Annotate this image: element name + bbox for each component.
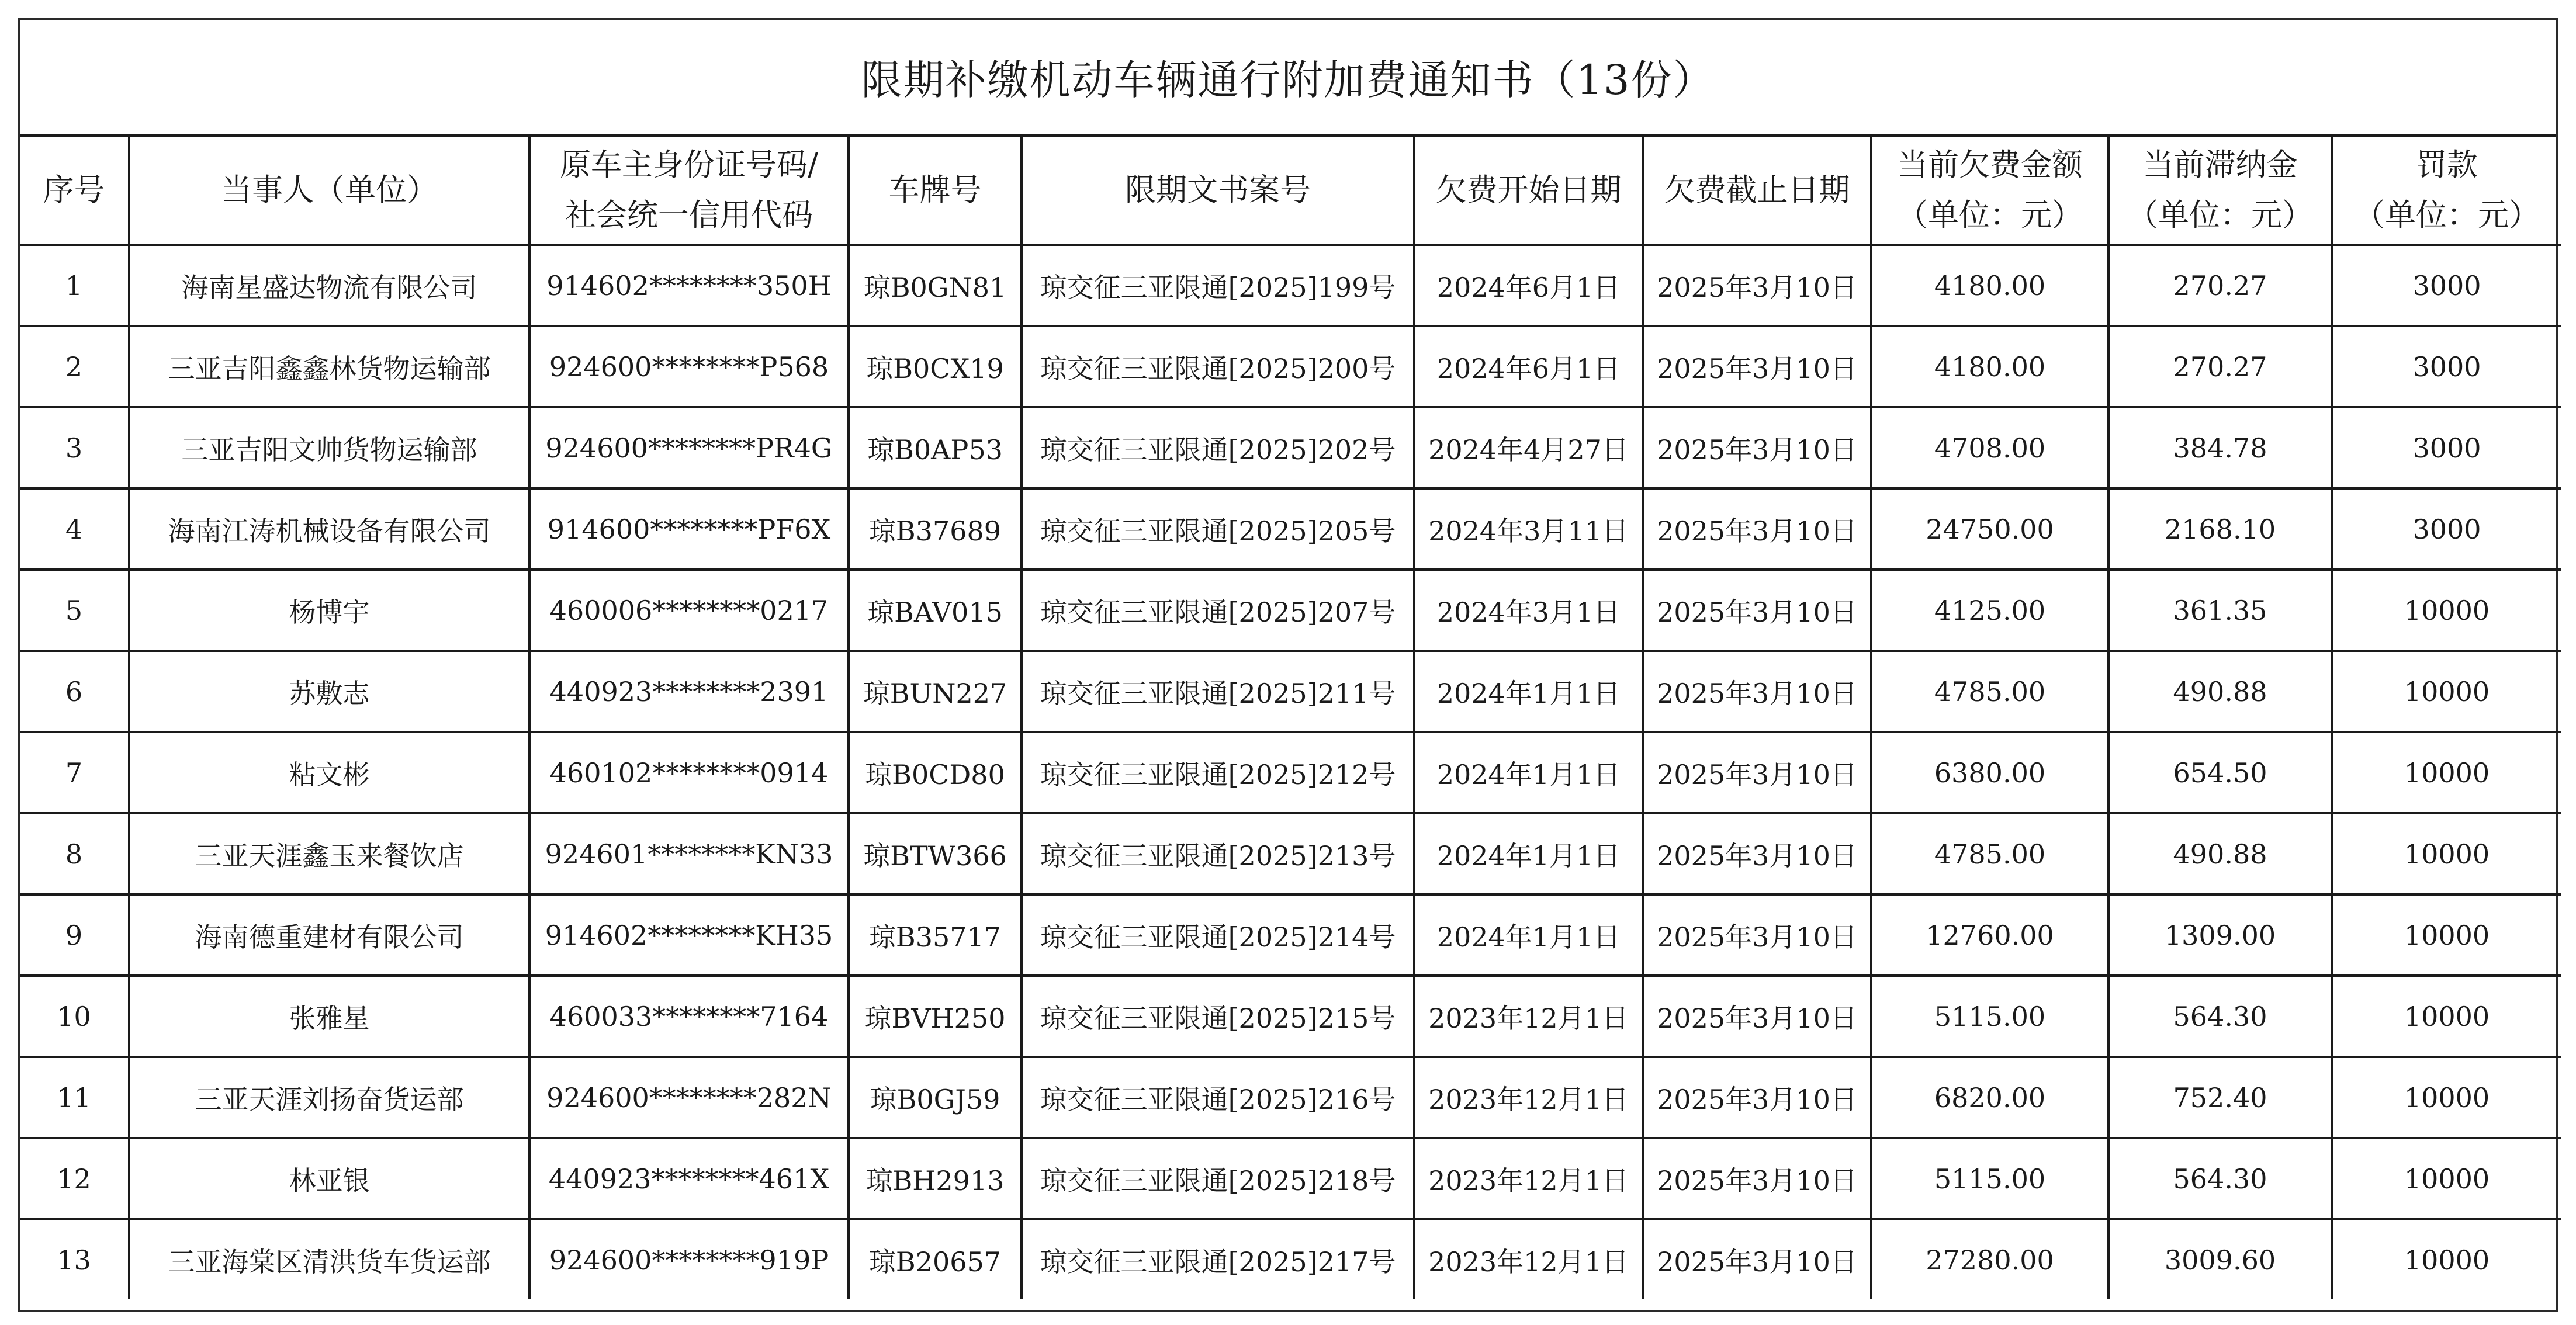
cell-late: 490.88 [2108,813,2332,894]
table-row [20,651,2561,732]
cell-party: 三亚天涯鑫玉来餐饮店 [129,813,529,894]
cell-seq: 13 [20,1219,129,1299]
column-header-start-line: 欠费开始日期 [1435,172,1622,208]
cell-fine: 10000 [2332,894,2561,976]
cell-seq: 8 [20,813,129,894]
cell-start: 2024年3月11日 [1414,488,1643,570]
cell-id: 914602********350H [529,245,849,326]
column-header-id-line: 社会统一信用代码 [565,197,813,233]
cell-end: 2025年3月10日 [1643,245,1871,326]
cell-owed: 4785.00 [1871,813,2108,894]
document-title: 限期补缴机动车辆通行附加费通知书（13份） [861,56,1715,104]
cell-end: 2025年3月10日 [1643,570,1871,651]
cell-case: 琼交征三亚限通[2025]202号 [1022,407,1414,488]
cell-start: 2024年3月1日 [1414,570,1643,651]
column-header-late-line: 当前滞纳金 [2142,147,2298,183]
column-header-plate-line: 车牌号 [888,172,982,208]
cell-end: 2025年3月10日 [1643,651,1871,732]
cell-case: 琼交征三亚限通[2025]218号 [1022,1138,1414,1219]
cell-owed: 4708.00 [1871,407,2108,488]
table-row [20,976,2561,1057]
table-row [20,488,2561,570]
cell-plate: 琼BAV015 [849,570,1022,651]
cell-end: 2025年3月10日 [1643,488,1871,570]
cell-party: 苏敷志 [129,651,529,732]
cell-late: 1309.00 [2108,894,2332,976]
cell-start: 2023年12月1日 [1414,1219,1643,1299]
cell-start: 2024年6月1日 [1414,245,1643,326]
cell-start: 2024年6月1日 [1414,326,1643,407]
cell-late: 654.50 [2108,732,2332,813]
table-body [20,245,2561,1299]
cell-seq: 10 [20,976,129,1057]
cell-case: 琼交征三亚限通[2025]205号 [1022,488,1414,570]
cell-owed: 4180.00 [1871,326,2108,407]
table-row [20,1219,2561,1299]
cell-plate: 琼B0AP53 [849,407,1022,488]
cell-plate: 琼B37689 [849,488,1022,570]
cell-case: 琼交征三亚限通[2025]212号 [1022,732,1414,813]
cell-id: 914600********PF6X [529,488,849,570]
cell-owed: 5115.00 [1871,1138,2108,1219]
cell-party: 三亚吉阳鑫鑫林货物运输部 [129,326,529,407]
column-header-party [129,137,529,245]
cell-id: 924600********PR4G [529,407,849,488]
cell-plate: 琼B0CX19 [849,326,1022,407]
cell-end: 2025年3月10日 [1643,732,1871,813]
column-header-start [1414,137,1643,245]
cell-late: 2168.10 [2108,488,2332,570]
cell-end: 2025年3月10日 [1643,1057,1871,1138]
cell-end: 2025年3月10日 [1643,813,1871,894]
cell-late: 490.88 [2108,651,2332,732]
cell-fine: 10000 [2332,570,2561,651]
cell-end: 2025年3月10日 [1643,1138,1871,1219]
cell-party: 海南德重建材有限公司 [129,894,529,976]
cell-party: 海南江涛机械设备有限公司 [129,488,529,570]
cell-seq: 5 [20,570,129,651]
title-bar [20,20,2556,137]
cell-late: 752.40 [2108,1057,2332,1138]
column-header-id-line: 原车主身份证号码/ [560,147,818,183]
column-header-late [2108,137,2332,245]
cell-end: 2025年3月10日 [1643,1219,1871,1299]
cell-start: 2023年12月1日 [1414,1138,1643,1219]
cell-end: 2025年3月10日 [1643,407,1871,488]
cell-owed: 6820.00 [1871,1057,2108,1138]
cell-late: 3009.60 [2108,1219,2332,1299]
column-header-owed-line: （单位：元） [1897,197,2083,233]
cell-id: 460033********7164 [529,976,849,1057]
cell-fine: 10000 [2332,813,2561,894]
table-row [20,245,2561,326]
cell-id: 914602********KH35 [529,894,849,976]
column-header-end [1643,137,1871,245]
notice-table [20,137,2561,1299]
column-header-case-line: 限期文书案号 [1125,172,1311,208]
cell-late: 270.27 [2108,326,2332,407]
cell-case: 琼交征三亚限通[2025]200号 [1022,326,1414,407]
cell-id: 924600********919P [529,1219,849,1299]
column-header-owed-line: 当前欠费金额 [1897,147,2083,183]
cell-seq: 1 [20,245,129,326]
cell-id: 460102********0914 [529,732,849,813]
cell-start: 2023年12月1日 [1414,1057,1643,1138]
cell-id: 924600********282N [529,1057,849,1138]
cell-fine: 3000 [2332,488,2561,570]
column-header-party-line: 当事人（单位） [221,172,438,208]
cell-owed: 24750.00 [1871,488,2108,570]
cell-owed: 5115.00 [1871,976,2108,1057]
cell-plate: 琼BH2913 [849,1138,1022,1219]
cell-start: 2024年1月1日 [1414,894,1643,976]
table-row [20,407,2561,488]
cell-party: 粘文彬 [129,732,529,813]
cell-start: 2024年1月1日 [1414,651,1643,732]
cell-party: 三亚海棠区清洪货车货运部 [129,1219,529,1299]
cell-seq: 7 [20,732,129,813]
cell-plate: 琼BTW366 [849,813,1022,894]
cell-case: 琼交征三亚限通[2025]213号 [1022,813,1414,894]
cell-case: 琼交征三亚限通[2025]211号 [1022,651,1414,732]
table-row [20,1138,2561,1219]
cell-start: 2023年12月1日 [1414,976,1643,1057]
cell-fine: 3000 [2332,407,2561,488]
column-header-end-line: 欠费截止日期 [1664,172,1850,208]
cell-party: 杨博宇 [129,570,529,651]
cell-end: 2025年3月10日 [1643,894,1871,976]
cell-plate: 琼B35717 [849,894,1022,976]
cell-late: 564.30 [2108,1138,2332,1219]
column-header-id [529,137,849,245]
cell-seq: 6 [20,651,129,732]
table-row [20,570,2561,651]
cell-fine: 10000 [2332,732,2561,813]
cell-owed: 27280.00 [1871,1219,2108,1299]
cell-late: 270.27 [2108,245,2332,326]
table-row [20,813,2561,894]
cell-owed: 4180.00 [1871,245,2108,326]
cell-fine: 3000 [2332,245,2561,326]
cell-start: 2024年1月1日 [1414,813,1643,894]
cell-fine: 10000 [2332,976,2561,1057]
cell-party: 海南星盛达物流有限公司 [129,245,529,326]
cell-plate: 琼B0GN81 [849,245,1022,326]
cell-owed: 6380.00 [1871,732,2108,813]
notice-sheet [18,18,2558,1312]
column-header-fine [2332,137,2561,245]
cell-fine: 10000 [2332,1057,2561,1138]
cell-plate: 琼B0GJ59 [849,1057,1022,1138]
cell-id: 924601********KN33 [529,813,849,894]
cell-late: 361.35 [2108,570,2332,651]
table-row [20,1057,2561,1138]
cell-fine: 10000 [2332,1219,2561,1299]
cell-party: 张雅星 [129,976,529,1057]
cell-case: 琼交征三亚限通[2025]216号 [1022,1057,1414,1138]
table-row [20,326,2561,407]
cell-plate: 琼BUN227 [849,651,1022,732]
cell-start: 2024年1月1日 [1414,732,1643,813]
cell-seq: 2 [20,326,129,407]
cell-late: 384.78 [2108,407,2332,488]
column-header-fine-line: 罚款 [2416,147,2478,183]
cell-id: 460006********0217 [529,570,849,651]
cell-plate: 琼BVH250 [849,976,1022,1057]
cell-seq: 12 [20,1138,129,1219]
cell-late: 564.30 [2108,976,2332,1057]
cell-id: 924600********P568 [529,326,849,407]
column-header-seq-line: 序号 [43,172,105,208]
column-header-owed [1871,137,2108,245]
cell-party: 三亚天涯刘扬奋货运部 [129,1057,529,1138]
column-header-seq [20,137,129,245]
cell-end: 2025年3月10日 [1643,976,1871,1057]
cell-id: 440923********461X [529,1138,849,1219]
cell-plate: 琼B20657 [849,1219,1022,1299]
cell-case: 琼交征三亚限通[2025]207号 [1022,570,1414,651]
header-row [20,137,2561,245]
cell-seq: 9 [20,894,129,976]
cell-party: 林亚银 [129,1138,529,1219]
cell-seq: 3 [20,407,129,488]
column-header-fine-line: （单位：元） [2354,197,2540,233]
cell-fine: 10000 [2332,651,2561,732]
column-header-late-line: （单位：元） [2127,197,2313,233]
cell-case: 琼交征三亚限通[2025]214号 [1022,894,1414,976]
cell-owed: 4785.00 [1871,651,2108,732]
column-header-case [1022,137,1414,245]
cell-seq: 11 [20,1057,129,1138]
cell-fine: 3000 [2332,326,2561,407]
cell-case: 琼交征三亚限通[2025]217号 [1022,1219,1414,1299]
cell-case: 琼交征三亚限通[2025]215号 [1022,976,1414,1057]
cell-id: 440923********2391 [529,651,849,732]
table-row [20,732,2561,813]
cell-fine: 10000 [2332,1138,2561,1219]
cell-owed: 12760.00 [1871,894,2108,976]
cell-plate: 琼B0CD80 [849,732,1022,813]
column-header-plate [849,137,1022,245]
cell-case: 琼交征三亚限通[2025]199号 [1022,245,1414,326]
cell-start: 2024年4月27日 [1414,407,1643,488]
cell-seq: 4 [20,488,129,570]
cell-end: 2025年3月10日 [1643,326,1871,407]
cell-owed: 4125.00 [1871,570,2108,651]
cell-party: 三亚吉阳文帅货物运输部 [129,407,529,488]
table-row [20,894,2561,976]
